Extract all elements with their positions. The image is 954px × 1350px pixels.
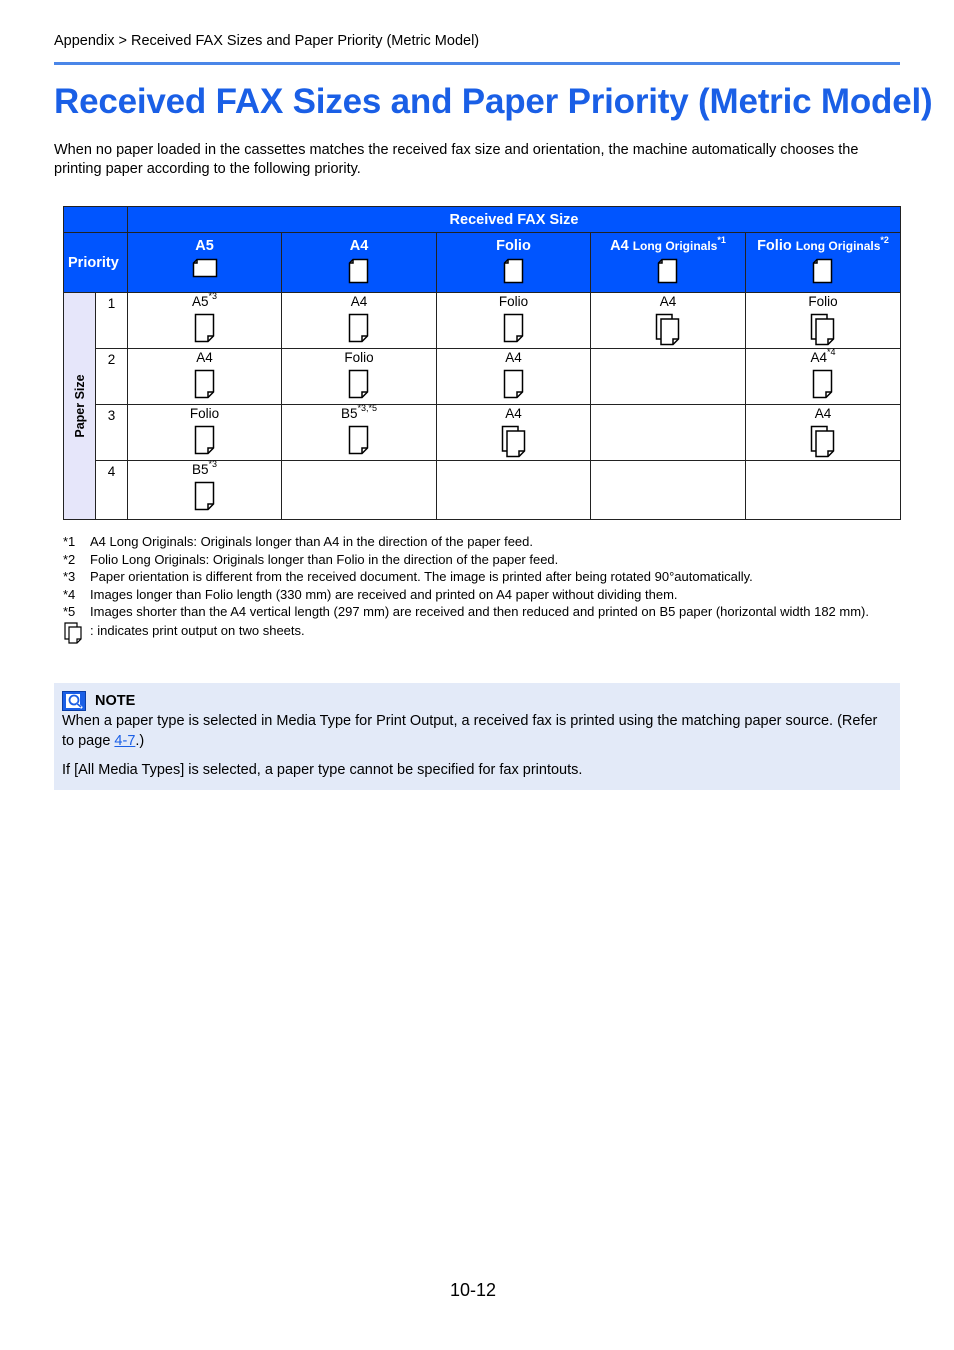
- paper-size-text: Folio: [189, 406, 220, 421]
- paper-cell: [746, 293, 901, 349]
- footnote-text: A4 Long Originals: Originals longer than A4 in the direction of the paper feed.: [90, 534, 534, 549]
- header-rule: [54, 62, 900, 65]
- footnote-text: Images longer than Folio length (330 mm) are received and printed on A4 paper without dividing them.: [90, 586, 678, 602]
- breadcrumb: Appendix > Received FAX Sizes and Paper Priority (Metric Model): [54, 33, 480, 49]
- two-sheets-legend: [63, 622, 903, 644]
- paper-size-text: A4: [350, 294, 368, 309]
- sheet-icon: [437, 313, 590, 343]
- paper-cell: [437, 461, 591, 520]
- legend-text: : indicates print output on two sheets.: [90, 622, 305, 638]
- page-number: 10-12: [450, 1280, 497, 1300]
- paper-cell: [282, 405, 437, 461]
- paper-size-text: B5: [191, 462, 209, 477]
- paper-size-text: A5: [191, 294, 209, 309]
- paper-size-text: A4: [505, 350, 522, 365]
- footnote-ref: *2: [880, 235, 889, 245]
- paper-cell: [591, 405, 746, 461]
- footnote-ref: *1: [717, 235, 726, 245]
- two-sheets-icon: [63, 622, 87, 644]
- paper-cell: [746, 461, 901, 520]
- footnote-key: *2: [63, 551, 76, 567]
- footnote: [63, 586, 903, 604]
- table-row: [64, 349, 901, 405]
- portrait-sheet-icon: [437, 258, 590, 284]
- paper-cell: [591, 461, 746, 520]
- footnote-text: Paper orientation is different from the received document. The image is printed after being rotated 90°automatically.: [90, 569, 753, 584]
- note-magnifier-icon: [62, 691, 86, 711]
- fax-size-label: A4: [610, 238, 629, 254]
- sheet-icon: [282, 425, 436, 455]
- landscape-sheet-icon: [128, 258, 281, 278]
- paper-cell: [128, 349, 282, 405]
- two-sheets-icon: [746, 313, 900, 346]
- two-sheets-icon: [591, 313, 745, 346]
- paper-size-text: Folio: [344, 350, 374, 365]
- sheet-icon: [128, 369, 281, 399]
- note-label: NOTE: [95, 693, 136, 709]
- priority-number: 1: [96, 293, 128, 349]
- footnote-key: *3: [63, 569, 76, 584]
- paper-cell: [437, 349, 591, 405]
- priority-number: 4: [96, 461, 128, 520]
- fax-size-header-0: [128, 233, 282, 293]
- paper-cell: [282, 349, 437, 405]
- page-title: Received FAX Sizes and Paper Priority (Metric Model): [54, 82, 933, 121]
- footnote-key: *4: [63, 586, 76, 602]
- footnote-text: Images shorter than the A4 vertical length (297 mm) are received and then reduced and printed on B5 paper (horizontal width 182 mm).: [90, 604, 869, 619]
- footnote-ref: *3: [208, 459, 218, 469]
- sheet-icon: [128, 481, 281, 511]
- fax-size-header-3: [591, 233, 746, 293]
- paper-size-text: A4: [196, 350, 213, 365]
- received-fax-size-header: Received FAX Size: [128, 207, 901, 233]
- fax-size-label: A4: [349, 238, 369, 254]
- portrait-sheet-icon: [282, 258, 436, 284]
- fax-size-label: Folio: [496, 238, 531, 254]
- fax-size-label: A5: [195, 238, 214, 254]
- footnote-ref: *3: [208, 291, 218, 301]
- footnotes: [63, 533, 903, 644]
- portrait-sheet-icon: [746, 258, 900, 284]
- sheet-icon: [282, 313, 436, 343]
- fax-size-header-2: [437, 233, 591, 293]
- paper-cell: [746, 349, 901, 405]
- footnote-key: *5: [63, 604, 76, 619]
- sheet-icon: [282, 369, 436, 399]
- paper-cell: [591, 293, 746, 349]
- sheet-icon: [128, 425, 281, 455]
- footnote-key: *1: [63, 534, 76, 549]
- footnote: [63, 551, 903, 569]
- intro-paragraph: When no paper loaded in the cassettes matches the received fax size and orientation, the machine automatically chooses the printing paper according to the following priority.: [54, 142, 859, 177]
- fax-size-header-1: [282, 233, 437, 293]
- paper-size-label: Paper Size: [72, 374, 87, 438]
- paper-cell: [437, 293, 591, 349]
- paper-size-text: A4: [659, 294, 677, 309]
- priority-number: 2: [96, 349, 128, 405]
- two-sheets-icon: [437, 425, 590, 458]
- note-box: [54, 683, 900, 790]
- sheet-icon: [128, 313, 281, 343]
- portrait-sheet-icon: [591, 258, 745, 284]
- note-paragraph-1: When a paper type is selected in Media Type for Print Output, a received fax is printed using the matching paper source. (Refer to page 4-7.): [62, 713, 878, 749]
- fax-size-header-4: [746, 233, 901, 293]
- paper-size-text: Folio: [498, 294, 529, 309]
- footnote-text: Folio Long Originals: Originals longer than Folio in the direction of the paper feed.: [90, 551, 559, 567]
- corner-cell: [64, 207, 128, 233]
- paper-cell: [282, 293, 437, 349]
- sheet-icon: [746, 369, 900, 399]
- paper-cell: [591, 349, 746, 405]
- sheet-icon: [437, 369, 590, 399]
- fax-size-suffix: Long Originals: [632, 239, 718, 253]
- two-sheets-icon: [746, 425, 900, 458]
- page-link-4-7[interactable]: 4-7: [114, 733, 136, 749]
- paper-size-text: A4: [810, 350, 828, 365]
- fax-size-label: Folio: [757, 238, 792, 254]
- paper-cell: [128, 461, 282, 520]
- footnote-ref: *3,*5: [357, 403, 378, 413]
- paper-cell: [128, 405, 282, 461]
- priority-number: 3: [96, 405, 128, 461]
- paper-size-text: A4: [505, 406, 522, 421]
- paper-cell: [746, 405, 901, 461]
- table-row: [64, 293, 901, 349]
- paper-cell: [282, 461, 437, 520]
- paper-size-text: Folio: [808, 294, 838, 309]
- footnote-ref: *4: [827, 347, 836, 357]
- table-row: [64, 405, 901, 461]
- fax-size-suffix: Long Originals: [795, 239, 881, 253]
- paper-cell: [437, 405, 591, 461]
- footnote: [63, 603, 903, 621]
- priority-header: Priority: [64, 233, 128, 293]
- paper-size-text: A4: [814, 406, 832, 421]
- paper-size-label-cell: [64, 293, 96, 520]
- table-row: [64, 461, 901, 520]
- fax-priority-table: [63, 206, 901, 520]
- footnote: [63, 533, 903, 551]
- note-paragraph-2: If [All Media Types] is selected, a paper type cannot be specified for fax printouts.: [62, 762, 583, 778]
- paper-size-text: B5: [340, 406, 358, 421]
- paper-cell: [128, 293, 282, 349]
- footnote: [63, 568, 903, 586]
